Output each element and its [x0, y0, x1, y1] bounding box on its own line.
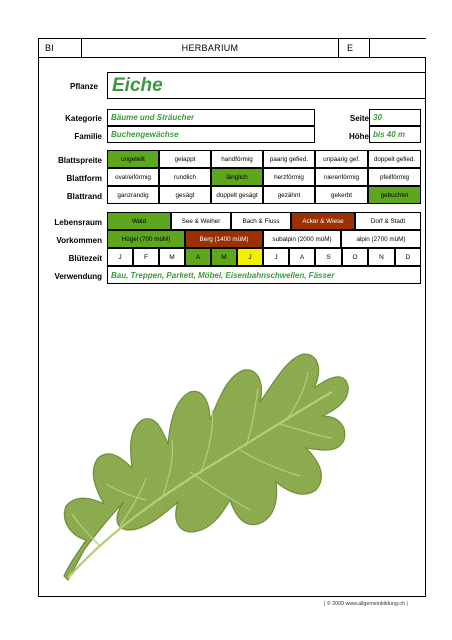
blattrand-option: doppelt gesägt — [211, 186, 263, 204]
plant-name-box — [107, 72, 425, 99]
month-cell: N — [368, 248, 395, 266]
vorkommen-option: subalpin (2000 müM) — [263, 230, 341, 248]
month-cell: J — [237, 248, 263, 266]
lebensraum-option: Dorf & Stadt — [355, 212, 421, 230]
plant-name: Eiche — [112, 74, 163, 96]
blattrand-option: ganzrandig — [107, 186, 159, 204]
header-spacer — [369, 38, 426, 58]
blattspreite-option: unpaarig gef. — [315, 150, 368, 168]
month-cell: O — [342, 248, 368, 266]
lebensraum-option: See & Weiher — [171, 212, 231, 230]
month-cell: J — [263, 248, 289, 266]
month-cell: F — [133, 248, 159, 266]
hoehe-label: Höhe — [349, 132, 369, 141]
blattrand-label: Blattrand — [66, 192, 102, 201]
month-cell: M — [159, 248, 185, 266]
hoehe-value: bis 40 m — [369, 126, 421, 143]
header-letter: E — [338, 38, 370, 58]
month-cell: J — [107, 248, 133, 266]
lebensraum-option: Wald — [107, 212, 171, 230]
blattspreite-option: paarig gefied. — [263, 150, 315, 168]
seite-label: Seite — [349, 114, 369, 123]
blattrand-option: gebuchtet — [368, 186, 421, 204]
blattform-label: Blattform — [66, 174, 102, 183]
vorkommen-option: alpin (2700 müM) — [341, 230, 421, 248]
vorkommen-label: Vorkommen — [56, 236, 102, 245]
familie-value: Buchengewächse — [107, 126, 315, 143]
month-cell: A — [289, 248, 315, 266]
blattrand-option: gezähnt — [263, 186, 315, 204]
blattspreite-option: doppelt gefied. — [368, 150, 421, 168]
blattform-option: pfeilförmig — [368, 168, 421, 186]
familie-label: Familie — [74, 132, 102, 141]
blattform-option: oval/eiförmig — [107, 168, 159, 186]
footer-copyright: | © 2009 www.allgemeinbildung.ch | — [324, 601, 408, 607]
blattrand-option: gekerbt — [315, 186, 368, 204]
verwendung-label: Verwendung — [54, 272, 102, 281]
blattspreite-label: Blattspreite — [57, 156, 102, 165]
vorkommen-option: Berg (1400 müM) — [185, 230, 263, 248]
month-cell: A — [185, 248, 211, 266]
lebensraum-option: Acker & Wiese — [291, 212, 355, 230]
verwendung-value: Bau, Treppen, Parkett, Möbel, Eisenbahnschwellen, Fässer — [107, 266, 421, 284]
blattform-option: rundlich — [159, 168, 211, 186]
blattspreite-option: handförmig — [211, 150, 263, 168]
blattform-option: nierenförmig — [315, 168, 368, 186]
blattspreite-option: ungeteilt — [107, 150, 159, 168]
blattform-option: länglich — [211, 168, 263, 186]
bluetezeit-label: Blütezeit — [68, 254, 102, 263]
header-bar — [38, 38, 426, 58]
blattspreite-option: gelappt — [159, 150, 211, 168]
blattrand-option: gesägt — [159, 186, 211, 204]
plant-label: Pflanze — [69, 82, 98, 91]
header-subject: BI — [38, 38, 82, 58]
month-cell: D — [395, 248, 421, 266]
kategorie-value: Bäume und Sträucher — [107, 109, 315, 126]
month-cell: S — [315, 248, 342, 266]
lebensraum-option: Bach & Fluss — [231, 212, 291, 230]
oak-leaf-image — [50, 300, 350, 585]
seite-value: 30 — [369, 109, 421, 126]
vorkommen-option: Hügel (700 müM) — [107, 230, 185, 248]
lebensraum-label: Lebensraum — [54, 218, 102, 227]
kategorie-label: Kategorie — [65, 114, 102, 123]
leaf-blade — [64, 354, 348, 580]
header-title: HERBARIUM — [81, 38, 339, 58]
blattform-option: herzförmig — [263, 168, 315, 186]
month-cell: M — [211, 248, 237, 266]
